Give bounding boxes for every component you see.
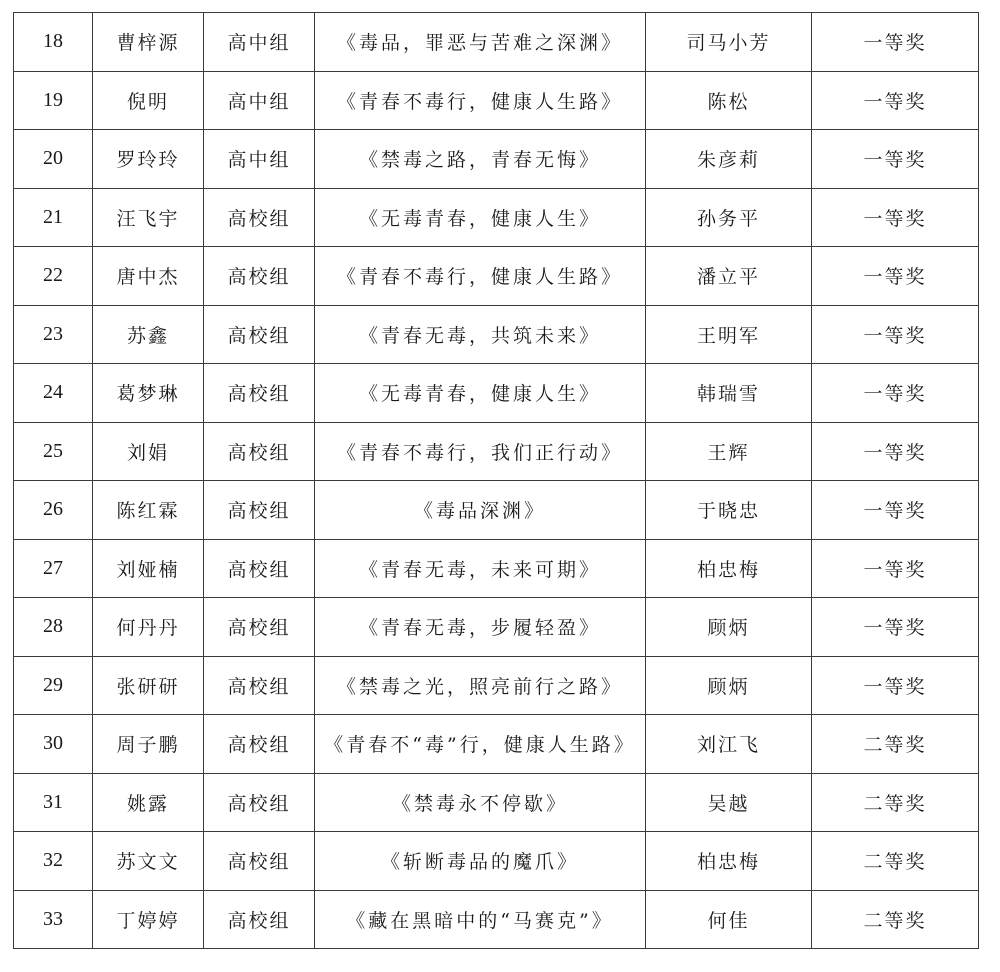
work-title-cell: 《青春不毒行，我们正行动》: [315, 422, 646, 481]
serial-number-cell: 24: [14, 364, 93, 423]
award-cell: 一等奖: [812, 598, 979, 657]
teacher-cell: 何佳: [646, 890, 812, 949]
teacher-cell: 顾炳: [646, 598, 812, 657]
work-title-cell: 《青春无毒，未来可期》: [315, 539, 646, 598]
student-name-cell: 唐中杰: [93, 247, 204, 306]
work-title-cell: 《无毒青春，健康人生》: [315, 364, 646, 423]
group-cell: 高校组: [204, 188, 315, 247]
group-cell: 高校组: [204, 305, 315, 364]
teacher-cell: 柏忠梅: [646, 832, 812, 891]
award-cell: 一等奖: [812, 656, 979, 715]
student-name-cell: 何丹丹: [93, 598, 204, 657]
student-name-cell: 倪明: [93, 71, 204, 130]
group-cell: 高校组: [204, 598, 315, 657]
table-row: [14, 130, 979, 189]
teacher-cell: 王明军: [646, 305, 812, 364]
serial-number-cell: 33: [14, 890, 93, 949]
teacher-cell: 柏忠梅: [646, 539, 812, 598]
serial-number-cell: 18: [14, 13, 93, 72]
teacher-cell: 司马小芳: [646, 13, 812, 72]
work-title-cell: 《毒品深渊》: [315, 481, 646, 540]
group-cell: 高校组: [204, 656, 315, 715]
group-cell: 高校组: [204, 247, 315, 306]
award-cell: 二等奖: [812, 890, 979, 949]
group-cell: 高校组: [204, 832, 315, 891]
table-row: [14, 832, 979, 891]
teacher-cell: 朱彦莉: [646, 130, 812, 189]
work-title-cell: 《斩断毒品的魔爪》: [315, 832, 646, 891]
serial-number-cell: 23: [14, 305, 93, 364]
teacher-cell: 王辉: [646, 422, 812, 481]
award-cell: 一等奖: [812, 305, 979, 364]
teacher-cell: 韩瑞雪: [646, 364, 812, 423]
student-name-cell: 葛梦琳: [93, 364, 204, 423]
work-title-cell: 《青春不毒行，健康人生路》: [315, 71, 646, 130]
student-name-cell: 罗玲玲: [93, 130, 204, 189]
work-title-cell: 《藏在黑暗中的“马赛克”》: [315, 890, 646, 949]
work-title-cell: 《禁毒之光，照亮前行之路》: [315, 656, 646, 715]
student-name-cell: 苏鑫: [93, 305, 204, 364]
group-cell: 高校组: [204, 890, 315, 949]
group-cell: 高校组: [204, 539, 315, 598]
award-cell: 一等奖: [812, 188, 979, 247]
serial-number-cell: 21: [14, 188, 93, 247]
student-name-cell: 张研研: [93, 656, 204, 715]
teacher-cell: 陈松: [646, 71, 812, 130]
teacher-cell: 刘江飞: [646, 715, 812, 774]
student-name-cell: 周子鹏: [93, 715, 204, 774]
work-title-cell: 《青春不“毒”行，健康人生路》: [315, 715, 646, 774]
award-table: [13, 12, 979, 949]
serial-number-cell: 25: [14, 422, 93, 481]
serial-number-cell: 27: [14, 539, 93, 598]
student-name-cell: 陈红霖: [93, 481, 204, 540]
table-row: [14, 71, 979, 130]
work-title-cell: 《禁毒之路，青春无悔》: [315, 130, 646, 189]
serial-number-cell: 30: [14, 715, 93, 774]
teacher-cell: 于晓忠: [646, 481, 812, 540]
award-cell: 一等奖: [812, 71, 979, 130]
table-row: [14, 539, 979, 598]
serial-number-cell: 32: [14, 832, 93, 891]
student-name-cell: 姚露: [93, 773, 204, 832]
table-row: [14, 598, 979, 657]
award-cell: 二等奖: [812, 715, 979, 774]
work-title-cell: 《青春无毒，共筑未来》: [315, 305, 646, 364]
serial-number-cell: 31: [14, 773, 93, 832]
award-cell: 一等奖: [812, 364, 979, 423]
group-cell: 高校组: [204, 773, 315, 832]
award-cell: 一等奖: [812, 13, 979, 72]
teacher-cell: 吴越: [646, 773, 812, 832]
group-cell: 高中组: [204, 130, 315, 189]
award-cell: 一等奖: [812, 422, 979, 481]
serial-number-cell: 20: [14, 130, 93, 189]
award-cell: 一等奖: [812, 481, 979, 540]
work-title-cell: 《毒品，罪恶与苦难之深渊》: [315, 13, 646, 72]
table-row: [14, 773, 979, 832]
table-body: [14, 13, 979, 949]
group-cell: 高校组: [204, 481, 315, 540]
serial-number-cell: 28: [14, 598, 93, 657]
group-cell: 高校组: [204, 715, 315, 774]
group-cell: 高校组: [204, 364, 315, 423]
table-row: [14, 13, 979, 72]
work-title-cell: 《青春不毒行，健康人生路》: [315, 247, 646, 306]
serial-number-cell: 19: [14, 71, 93, 130]
student-name-cell: 丁婷婷: [93, 890, 204, 949]
award-cell: 一等奖: [812, 247, 979, 306]
serial-number-cell: 26: [14, 481, 93, 540]
student-name-cell: 曹梓源: [93, 13, 204, 72]
work-title-cell: 《无毒青春，健康人生》: [315, 188, 646, 247]
table-row: [14, 422, 979, 481]
student-name-cell: 汪飞宇: [93, 188, 204, 247]
group-cell: 高中组: [204, 71, 315, 130]
group-cell: 高中组: [204, 13, 315, 72]
table-row: [14, 364, 979, 423]
student-name-cell: 刘娅楠: [93, 539, 204, 598]
work-title-cell: 《青春无毒，步履轻盈》: [315, 598, 646, 657]
teacher-cell: 潘立平: [646, 247, 812, 306]
award-cell: 一等奖: [812, 539, 979, 598]
group-cell: 高校组: [204, 422, 315, 481]
work-title-cell: 《禁毒永不停歇》: [315, 773, 646, 832]
table-row: [14, 305, 979, 364]
table-row: [14, 656, 979, 715]
serial-number-cell: 22: [14, 247, 93, 306]
award-cell: 一等奖: [812, 130, 979, 189]
award-cell: 二等奖: [812, 773, 979, 832]
student-name-cell: 苏文文: [93, 832, 204, 891]
teacher-cell: 顾炳: [646, 656, 812, 715]
table-row: [14, 188, 979, 247]
serial-number-cell: 29: [14, 656, 93, 715]
table-row: [14, 481, 979, 540]
table-row: [14, 890, 979, 949]
table-row: [14, 715, 979, 774]
teacher-cell: 孙务平: [646, 188, 812, 247]
student-name-cell: 刘娟: [93, 422, 204, 481]
table-row: [14, 247, 979, 306]
award-cell: 二等奖: [812, 832, 979, 891]
